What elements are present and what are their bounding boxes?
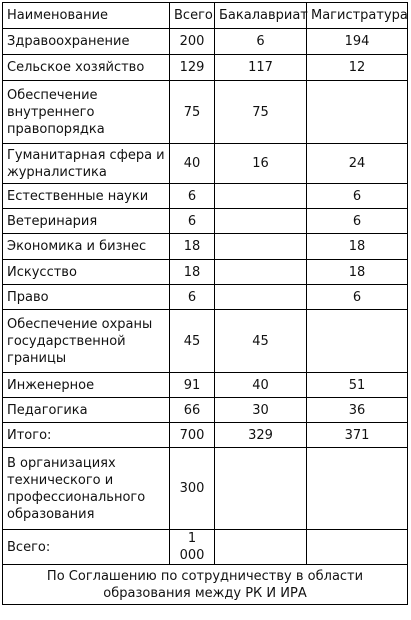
row-name: Искусство	[3, 260, 170, 285]
row-bachelor: 16	[215, 144, 307, 184]
row-total: 40	[170, 144, 215, 184]
row-total: 300	[170, 448, 215, 530]
row-total: 18	[170, 260, 215, 285]
table-row	[3, 29, 408, 55]
row-total: 700	[170, 423, 215, 448]
row-master: 12	[307, 55, 408, 81]
row-name: Инженерное	[3, 373, 170, 398]
row-master	[307, 448, 408, 530]
row-bachelor: 329	[215, 423, 307, 448]
row-total: 1 000	[170, 530, 215, 565]
table-row	[3, 234, 408, 260]
row-master: 6	[307, 184, 408, 209]
row-total: 66	[170, 398, 215, 423]
row-bachelor	[215, 448, 307, 530]
row-bachelor	[215, 209, 307, 234]
row-master: 6	[307, 285, 408, 310]
row-total: 200	[170, 29, 215, 55]
row-bachelor: 6	[215, 29, 307, 55]
row-bachelor: 40	[215, 373, 307, 398]
row-total: 45	[170, 310, 215, 373]
row-name: Обеспечение внутреннего правопорядка	[3, 81, 170, 144]
row-master: 18	[307, 234, 408, 260]
row-bachelor	[215, 285, 307, 310]
table-row	[3, 81, 408, 144]
row-master: 36	[307, 398, 408, 423]
table-row	[3, 398, 408, 423]
table-row	[3, 310, 408, 373]
row-master: 51	[307, 373, 408, 398]
table-row	[3, 448, 408, 530]
footer-row	[3, 565, 408, 605]
row-master	[307, 530, 408, 565]
row-bachelor: 117	[215, 55, 307, 81]
row-name: Всего:	[3, 530, 170, 565]
row-name: Гуманитарная сфера и журналистика	[3, 144, 170, 184]
row-total: 129	[170, 55, 215, 81]
header-name: Наименование	[3, 3, 170, 29]
row-master	[307, 310, 408, 373]
footer-note: По Соглашению по сотрудничеству в области образования между РК И ИРА	[3, 565, 408, 605]
row-name: Экономика и бизнес	[3, 234, 170, 260]
row-bachelor	[215, 260, 307, 285]
row-bachelor: 30	[215, 398, 307, 423]
row-master: 18	[307, 260, 408, 285]
table-row	[3, 260, 408, 285]
table-row	[3, 209, 408, 234]
row-total: 75	[170, 81, 215, 144]
row-master: 6	[307, 209, 408, 234]
header-row	[3, 3, 408, 29]
table-row	[3, 285, 408, 310]
header-total: Всего	[170, 3, 215, 29]
row-name: Естественные науки	[3, 184, 170, 209]
row-master	[307, 81, 408, 144]
table-row	[3, 184, 408, 209]
table-row	[3, 144, 408, 184]
row-bachelor	[215, 234, 307, 260]
row-name: Педагогика	[3, 398, 170, 423]
row-name: Сельское хозяйство	[3, 55, 170, 81]
row-total: 18	[170, 234, 215, 260]
row-name: Итого:	[3, 423, 170, 448]
row-name: Здравоохранение	[3, 29, 170, 55]
row-master: 24	[307, 144, 408, 184]
table-body	[3, 29, 408, 565]
row-bachelor	[215, 184, 307, 209]
education-quota-table	[2, 2, 408, 605]
header-master: Магистратура	[307, 3, 408, 29]
row-bachelor: 45	[215, 310, 307, 373]
table-row	[3, 423, 408, 448]
row-name: В организациях технического и профессионального образования	[3, 448, 170, 530]
header-bachelor: Бакалавриат	[215, 3, 307, 29]
row-total: 6	[170, 285, 215, 310]
row-name: Право	[3, 285, 170, 310]
row-bachelor: 75	[215, 81, 307, 144]
row-total: 91	[170, 373, 215, 398]
row-name: Обеспечение охраны государственной границы	[3, 310, 170, 373]
table-row	[3, 373, 408, 398]
row-master: 371	[307, 423, 408, 448]
table-row	[3, 530, 408, 565]
row-total: 6	[170, 209, 215, 234]
table-row	[3, 55, 408, 81]
row-master: 194	[307, 29, 408, 55]
row-total: 6	[170, 184, 215, 209]
row-name: Ветеринария	[3, 209, 170, 234]
row-bachelor	[215, 530, 307, 565]
